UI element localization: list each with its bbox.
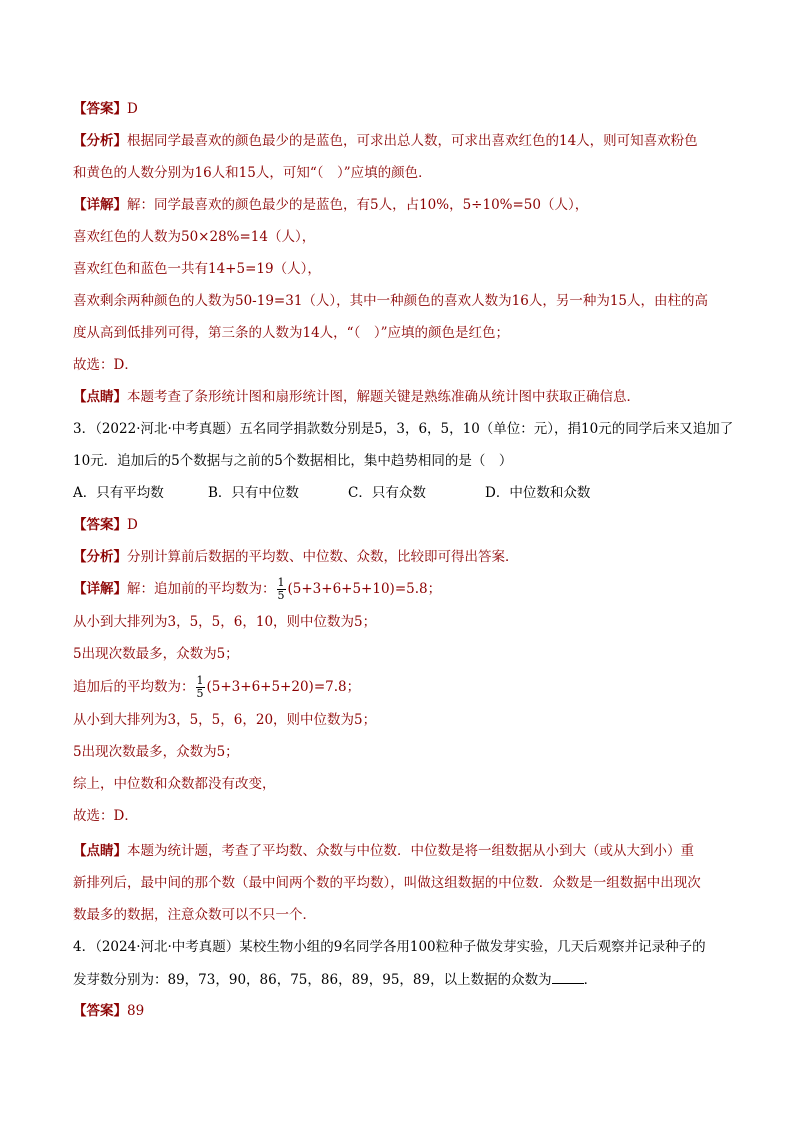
q2-answer-line <box>73 99 733 119</box>
q2-detail-line-4: 喜欢剩余两种颜色的人数为50-19=31（人），其中一种颜色的喜欢人数为16人，另一种为15人，由柱的高 <box>73 293 709 309</box>
analysis-tag: 【分析】 <box>73 133 127 149</box>
q2-detail-line-5: 度从高到低排列可得，第三条的人数为14人，“（ ）”应填的颜色是红色； <box>73 325 509 341</box>
q2-answer-value: D <box>127 101 138 117</box>
q2-analysis-line-1: 【分析】根据同学最喜欢的颜色最少的是蓝色，可求出总人数，可求出喜欢红色的14人，则可知喜欢粉色 <box>73 133 698 149</box>
q3-detail-line-1: 【详解】解：追加前的平均数为： $\frac{1}{5}$ (5+3+6+5+10)=5.8； <box>73 576 442 602</box>
q3-stem-line-2: 10元．追加后的5个数据与之前的5个数据相比，集中趋势相同的是（ ） <box>73 453 513 469</box>
q3-analysis-line: 【分析】分别计算前后数据的平均数、中位数、众数，比较即可得出答案． <box>73 549 519 565</box>
q4-answer-line <box>73 1001 733 1021</box>
q3-option-c: C．只有众数 <box>348 485 426 501</box>
q3-comment-line-2: 新排列后，最中间的那个数（最中间两个数的平均数），叫做这组数据的中位数．众数是一组数据中出现次 <box>73 875 701 891</box>
answer-tag: 【答案】 <box>73 1003 127 1019</box>
q3-option-d: D．中位数和众数 <box>485 485 591 501</box>
detail-tag: 【详解】 <box>73 197 127 213</box>
q3-mode-before: 5出现次数最多，众数为5； <box>73 646 239 662</box>
q3-summary: 综上，中位数和众数都没有改变， <box>73 776 276 792</box>
q3-answer-line <box>73 515 733 535</box>
answer-tag: 【答案】 <box>73 101 127 117</box>
q3-comment-line-3: 数最多的数据，注意众数可以不只一个． <box>73 907 316 923</box>
q3-sort-before: 从小到大排列为3，5，5，6，10，则中位数为5； <box>73 614 377 630</box>
q2-detail-line-1: 【详解】解：同学最喜欢的颜色最少的是蓝色，有5人，占10%，5÷10%=50（人）， <box>73 197 589 213</box>
q3-mode-after: 5出现次数最多，众数为5； <box>73 744 239 760</box>
fraction-one-fifth: $\frac{1}{5}$ <box>277 576 285 602</box>
q2-detail-line-3: 喜欢红色和蓝色一共有14+5=19（人）， <box>73 261 321 277</box>
q3-comment-line-1: 【点睛】本题为统计题，考查了平均数、众数与中位数．中位数是将一组数据从小到大（或从大到小）重 <box>73 843 694 859</box>
q3-mean-after-line: 追加后的平均数为： $\frac{1}{5}$ (5+3+6+5+20)=7.8； <box>73 674 361 700</box>
answer-blank <box>552 969 584 984</box>
q2-choose-line: 故选：D． <box>73 357 138 373</box>
analysis-tag: 【分析】 <box>73 549 127 565</box>
q3-answer-value: D <box>127 517 138 533</box>
q3-sort-after: 从小到大排列为3，5，5，6，20，则中位数为5； <box>73 712 377 728</box>
q4-stem-line-2: 发芽数分别为：89，73，90，86，75，86，89，95，89，以上数据的众数为 ． <box>73 969 733 990</box>
detail-tag: 【详解】 <box>73 581 127 597</box>
q4-stem-line-1: 4．（2024·河北·中考真题）某校生物小组的9名同学各用100粒种子做发芽实验，几天后观察并记录种子的 <box>73 939 706 955</box>
q3-choose-line: 故选：D． <box>73 808 138 824</box>
q2-analysis-line-2: 和黄色的人数分别为16人和15人，可知“（ ）”应填的颜色． <box>73 165 432 181</box>
q3-stem-line-1: 3．（2022·河北·中考真题）五名同学捐款数分别是5，3，6，5，10（单位：元），捐10元的同学后来又追加了 <box>73 421 734 437</box>
q2-detail-line-2: 喜欢红色的人数为50×28%=14（人）， <box>73 229 316 245</box>
q4-answer-value: 89 <box>127 1003 145 1019</box>
comment-tag: 【点睛】 <box>73 389 127 405</box>
q3-option-b: B．只有中位数 <box>208 485 299 501</box>
fraction-one-fifth: $\frac{1}{5}$ <box>196 674 204 700</box>
q2-comment-line: 【点睛】本题考查了条形统计图和扇形统计图，解题关键是熟练准确从统计图中获取正确信息． <box>73 389 640 405</box>
comment-tag: 【点睛】 <box>73 843 127 859</box>
answer-tag: 【答案】 <box>73 517 127 533</box>
q3-option-a: A．只有平均数 <box>73 485 164 501</box>
